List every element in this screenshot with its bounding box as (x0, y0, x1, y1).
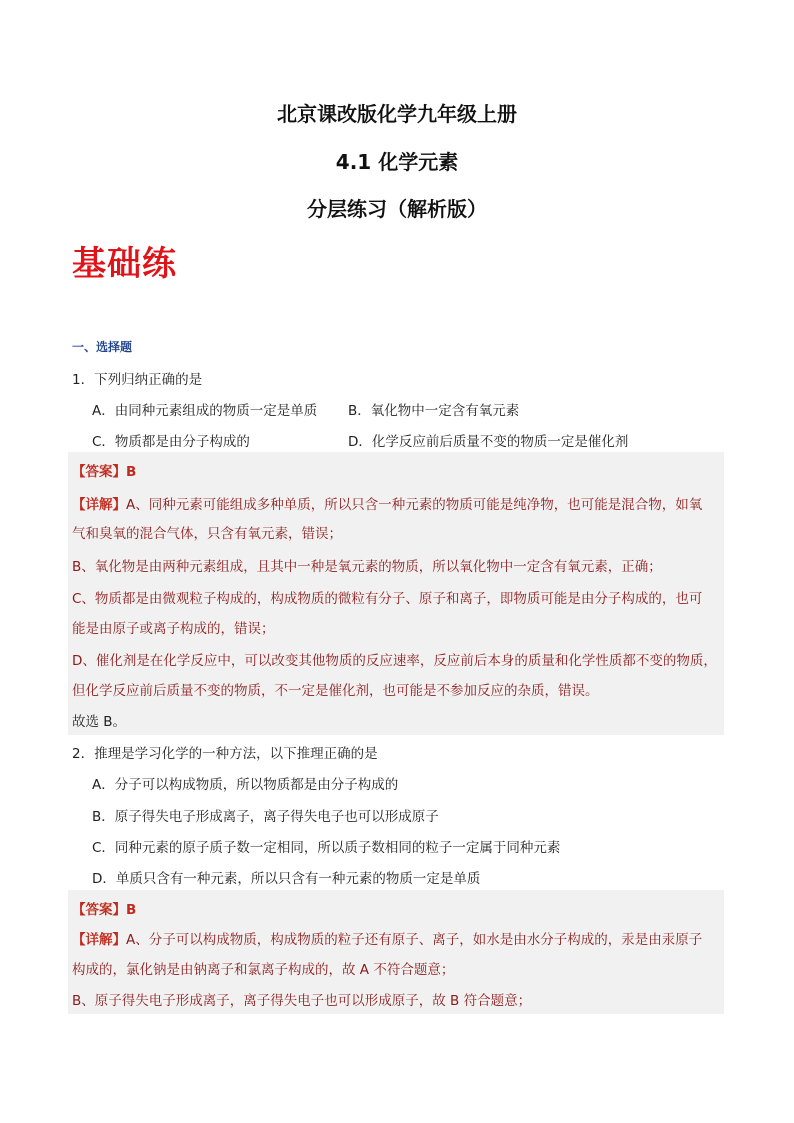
detail-line: 构成的，氯化钠是由钠离子和氯离子构成的，故 A 不符合题意； (72, 962, 455, 978)
question-2-answer-line (72, 898, 136, 918)
detail-text: A、同种元素可能组成多种单质，所以只含一种元素的物质可能是纯净物，也可能是混合物，如氧 (126, 497, 703, 513)
answer-tag: 【答案】 (72, 902, 126, 918)
question-2-detail-line (72, 928, 702, 948)
conclusion-line: 故选 B。 (72, 714, 127, 730)
section-heading: 一、选择题 (72, 340, 133, 354)
detail-line: D、催化剂是在化学反应中，可以改变其他物质的反应速率，反应前后本身的质量和化学性质都不变的物质， (72, 653, 717, 669)
question-1-stem: 1．下列归纳正确的是 (72, 372, 203, 388)
chapter-title: 4.1 化学元素 (335, 150, 459, 174)
question-1-option-b: B．氧化物中一定含有氧元素 (348, 403, 520, 419)
detail-line: C、物质都是由微观粒子构成的，构成物质的微粒有分子、原子和离子，即物质可能是由分子构成的，也可 (72, 591, 703, 607)
question-2-option-a: A．分子可以构成物质，所以物质都是由分子构成的 (92, 777, 399, 793)
question-1-option-c: C．物质都是由分子构成的 (92, 434, 250, 450)
answer-value: B (126, 902, 137, 918)
document-title: 北京课改版化学九年级上册 (277, 102, 517, 126)
detail-line: 气和臭氧的混合气体，只含有氧元素，错误； (72, 526, 342, 542)
detail-line: 能是由原子或离子构成的，错误； (72, 621, 275, 637)
detail-tag: 【详解】 (72, 497, 126, 513)
answer-tag: 【答案】 (72, 464, 126, 480)
detail-tag: 【详解】 (72, 932, 126, 948)
detail-line: B、原子得失电子形成离子，离子得失电子也可以形成原子，故 B 符合题意； (72, 993, 532, 1009)
question-2-option-b: B．原子得失电子形成离子，离子得失电子也可以形成原子 (92, 809, 439, 825)
exercise-subtitle: 分层练习（解析版） (307, 197, 487, 221)
detail-line: B、氧化物是由两种元素组成，且其中一种是氧元素的物质，所以氧化物中一定含有氧元素，正确； (72, 559, 662, 575)
question-2-option-c: C．同种元素的原子质子数一定相同，所以质子数相同的粒子一定属于同种元素 (92, 840, 561, 856)
question-2-explanation-box (68, 890, 724, 1014)
question-1-answer-line (72, 460, 136, 480)
detail-text: A、分子可以构成物质，构成物质的粒子还有原子、离子，如水是由水分子构成的，汞是由汞原子 (126, 932, 703, 948)
answer-value: B (126, 464, 137, 480)
detail-line: 但化学反应前后质量不变的物质，不一定是催化剂，也可能是不参加反应的杂质，错误。 (72, 683, 599, 699)
question-2-option-d: D．单质只含有一种元素，所以只含有一种元素的物质一定是单质 (92, 871, 481, 887)
question-1-option-d: D．化学反应前后质量不变的物质一定是催化剂 (348, 434, 629, 450)
question-1-detail-line (72, 493, 702, 513)
question-1-explanation-box (68, 452, 724, 735)
question-1-option-a: A．由同种元素组成的物质一定是单质 (92, 403, 318, 419)
level-heading: 基础练 (72, 244, 177, 284)
question-2-stem: 2．推理是学习化学的一种方法，以下推理正确的是 (72, 746, 378, 762)
